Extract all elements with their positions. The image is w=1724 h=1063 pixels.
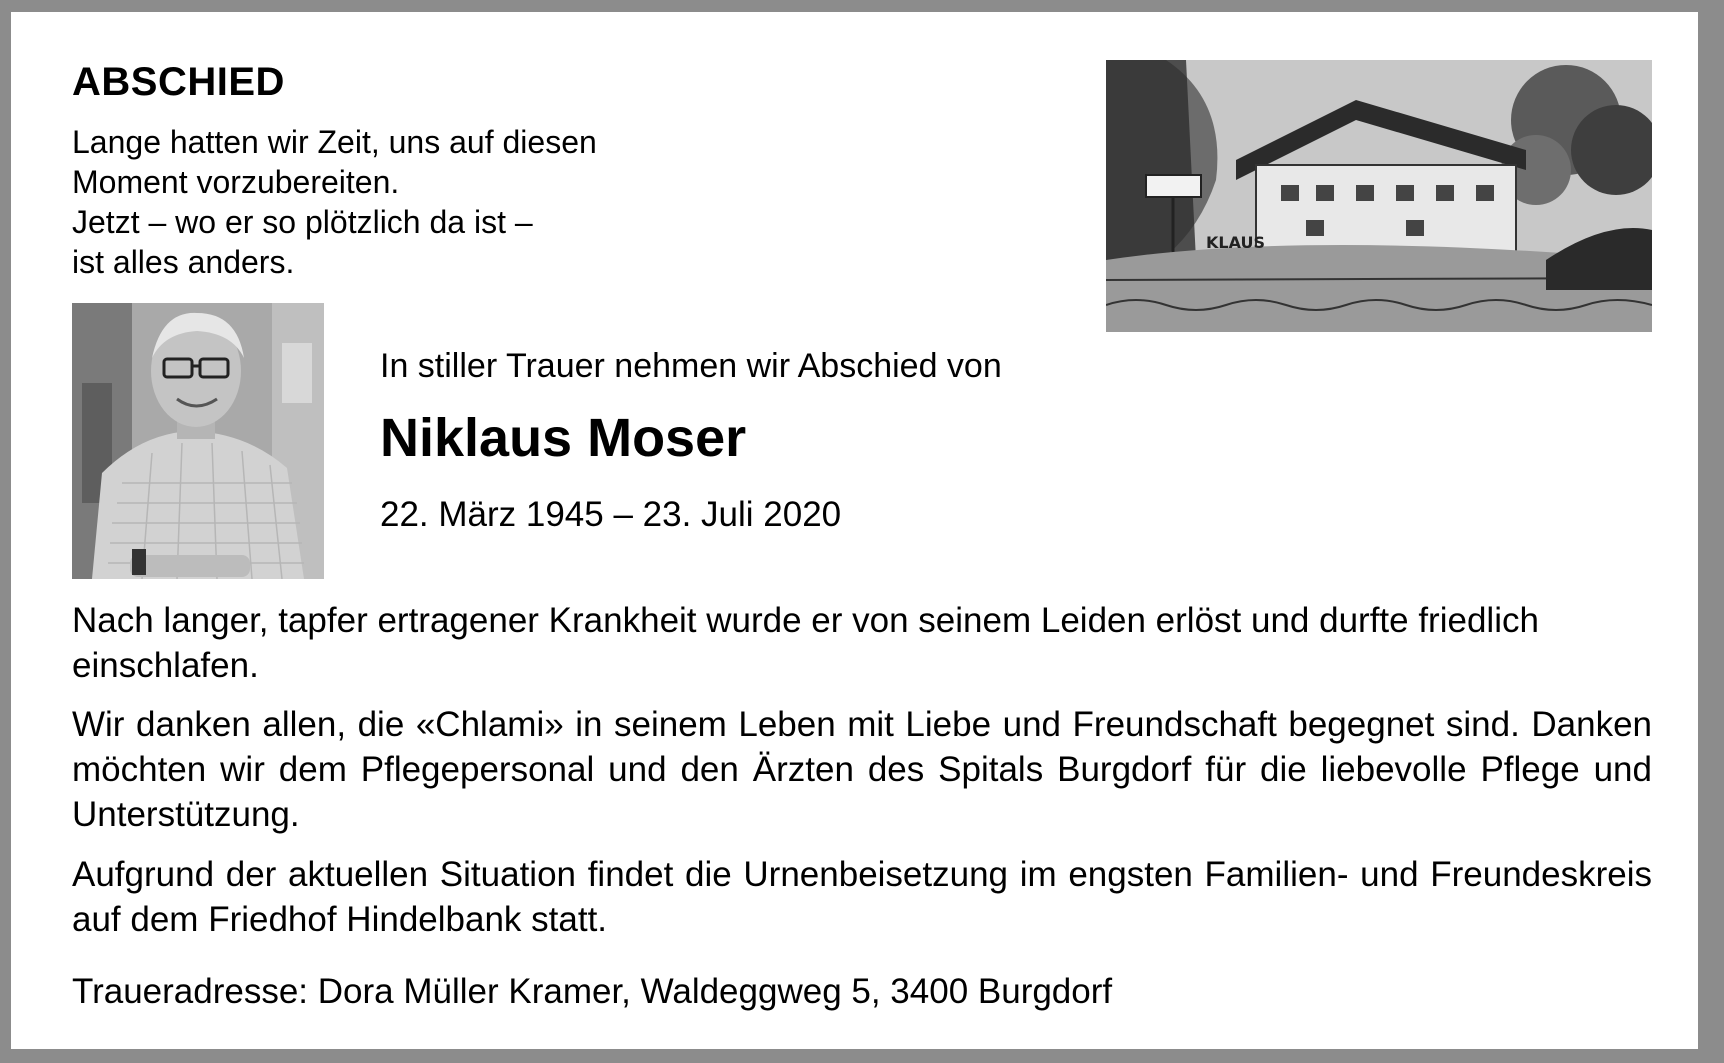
portrait-photo [72, 303, 324, 579]
notice-heading: ABSCHIED [72, 60, 285, 104]
deceased-name: Niklaus Moser [380, 408, 747, 468]
obituary-card [11, 12, 1698, 1049]
poem-line: Moment vorzubereiten. [72, 164, 400, 200]
paragraph-burial: Aufgrund der aktuellen Situation findet die Urnenbeisetzung im engsten Familien- und Freundeskreis auf dem Friedhof Hindelbank statt. [72, 855, 1652, 939]
house-painting [1106, 60, 1652, 332]
poem [72, 122, 597, 282]
paragraph-illness: Nach langer, tapfer ertragener Krankheit wurde er von seinem Leiden erlöst und durfte friedlich einschlafen. [72, 601, 1539, 685]
poem-line: Jetzt – wo er so plötzlich da ist – [72, 204, 533, 240]
paragraph-thanks: Wir danken allen, die «Chlami» in seinem Leben mit Liebe und Freundschaft begegnet sind. Danken möchten wir dem Pflegepersonal und den Ärzten des Spitals Burgdorf für die liebevolle Pflege und Unterstützung. [72, 705, 1652, 834]
mourning-address: Traueradresse: Dora Müller Kramer, Waldeggweg 5, 3400 Burgdorf [72, 972, 1113, 1011]
life-dates: 22. März 1945 – 23. Juli 2020 [380, 495, 842, 534]
poem-line: ist alles anders. [72, 244, 295, 280]
painting-sign-text: KLAUS [1206, 233, 1265, 252]
poem-line: Lange hatten wir Zeit, uns auf diesen [72, 124, 597, 160]
intro-line: In stiller Trauer nehmen wir Abschied von [380, 347, 1002, 385]
